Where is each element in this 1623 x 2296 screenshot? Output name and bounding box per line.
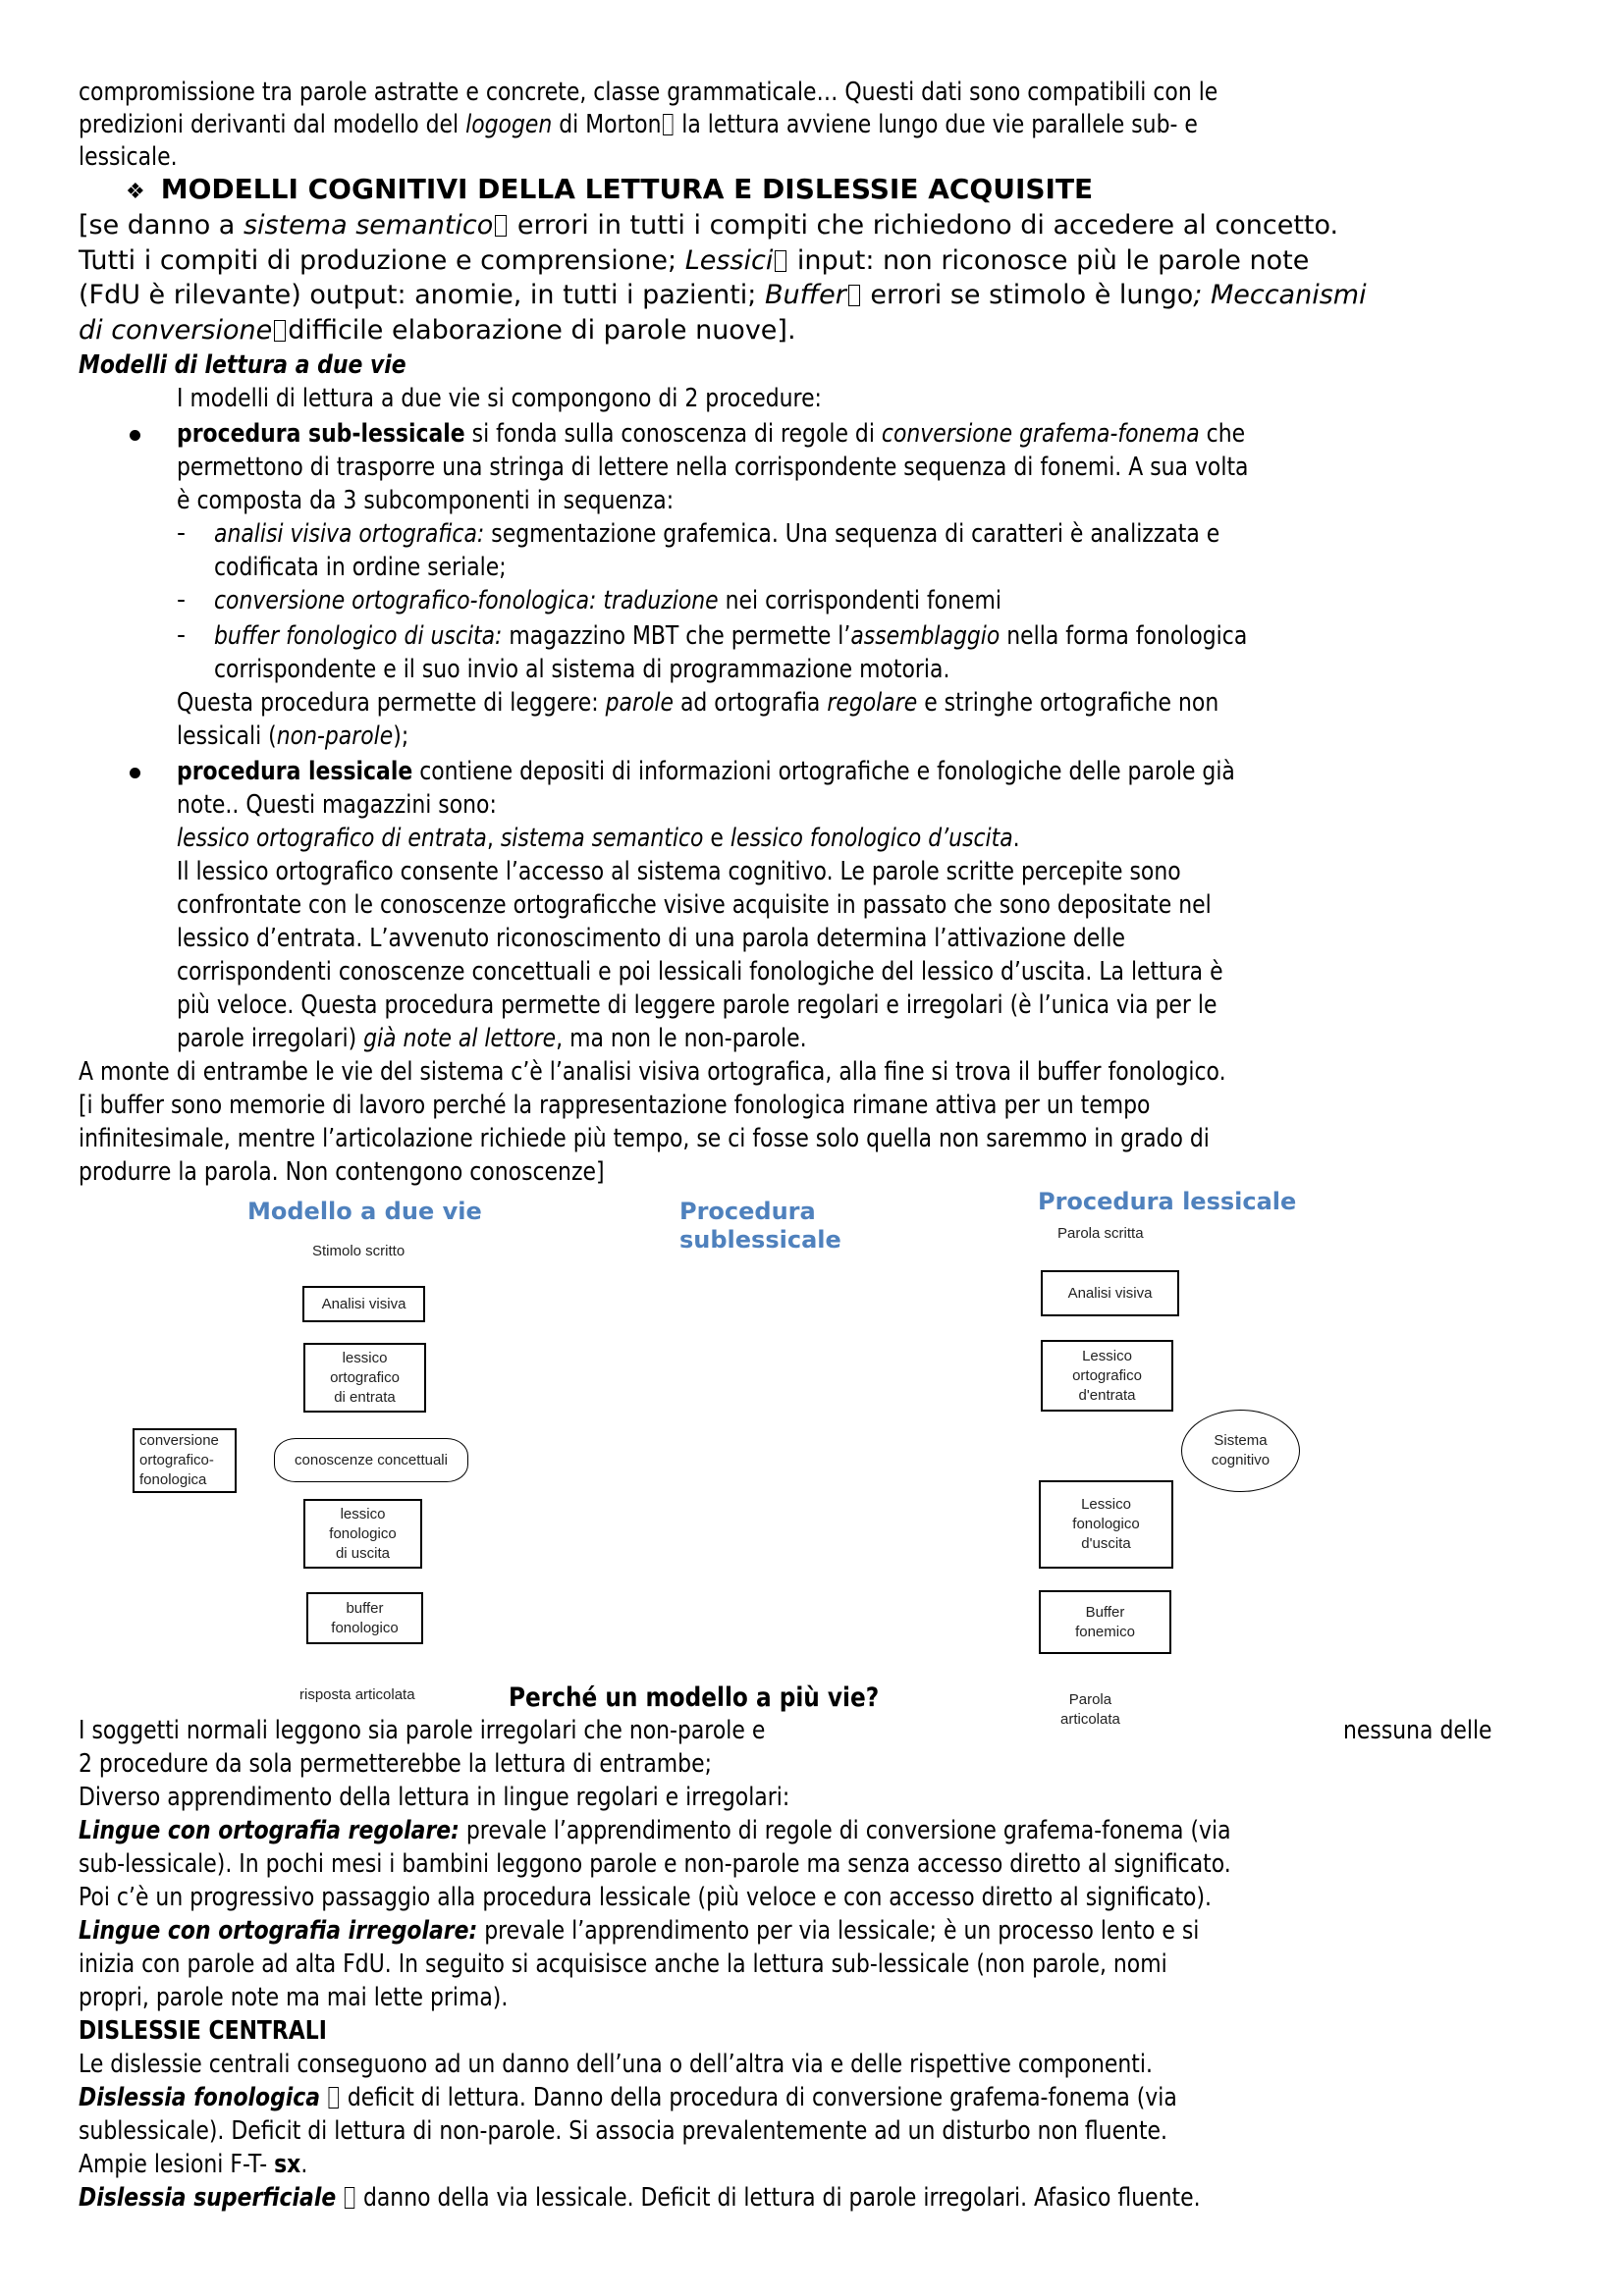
text: sistema semantico <box>243 210 494 240</box>
text: deficit di lettura. Danno della procedura di conversione grafema-fonema (via <box>340 2083 1177 2112</box>
box-conversione <box>133 1428 237 1493</box>
text: conversione ortografico-fonologica: <box>214 586 597 615</box>
text: nei corrispondenti fonemi <box>718 586 1001 615</box>
text: procedura lessicale <box>177 757 413 786</box>
text: Questa procedura permette di leggere: <box>177 688 606 718</box>
text: segmentazione grafemica. Una sequenza di caratteri è analizzata e <box>484 519 1220 549</box>
text: ortografico- <box>139 1452 214 1468</box>
text: Lingue con ortografia regolare: <box>79 1816 460 1845</box>
sub-procedure-line-2: permettono di trasporre una stringa di lettere nella corrispondente sequenza di fonemi. A sua volta <box>177 453 1249 482</box>
text: lessico <box>340 1505 386 1522</box>
dash-icon: - <box>177 620 187 649</box>
missing-glyph-icon <box>274 320 286 342</box>
box-text <box>1075 1603 1135 1642</box>
lex-procedure-line-8: più veloce. Questa procedura permette di leggere parole regolari e irregolari (è l’unica via per le <box>177 990 1217 1020</box>
text: Buffer <box>764 280 846 310</box>
component-1-line-1 <box>214 518 1219 551</box>
text: sistema semantico <box>500 824 704 853</box>
note-line-1 <box>79 209 1338 241</box>
text: fonologica <box>139 1471 207 1488</box>
box-lessico-fonologico <box>303 1499 422 1569</box>
text: regolare <box>827 688 918 718</box>
text: di entrata <box>334 1388 396 1406</box>
irregular-line-3: propri, parole note ma mai lette prima). <box>79 1983 509 2012</box>
box-text <box>1212 1431 1270 1470</box>
lex-procedure-line-6: lessico d’entrata. L’avvenuto riconoscimento di una parola determina l’attivazione delle <box>177 924 1125 953</box>
text: prevale l’apprendimento per via lessicale; è un processo lento e si <box>477 1916 1200 1946</box>
why-line-2: 2 procedure da sola permetterebbe la lettura di entrambe; <box>79 1749 712 1779</box>
text: Lessico <box>1082 1347 1132 1364</box>
fono-line-3 <box>79 2149 307 2181</box>
text: sx <box>274 2150 301 2179</box>
box-text <box>331 1599 398 1638</box>
diagram-right-title: Procedura lessicale <box>1038 1188 1297 1215</box>
text: Lessici <box>684 245 774 276</box>
text: input: non riconosce più le parole note <box>788 245 1310 276</box>
text: lessico <box>342 1349 388 1366</box>
irregular-line-2: inizia con parole ad alta FdU. In seguito si acquisisce anche la lettura sub-lessicale (non parole, nomi <box>79 1949 1167 1979</box>
note-line-2 <box>79 244 1309 277</box>
text: lessicali ( <box>177 721 277 751</box>
subsection-title: Modelli di lettura a due vie <box>79 350 406 380</box>
text: cognitivo <box>1211 1452 1271 1468</box>
text: d'entrata <box>1078 1386 1136 1404</box>
box-text <box>329 1505 396 1564</box>
sub-procedure-line-1 <box>177 418 1245 451</box>
text: Analisi visiva <box>1067 1284 1153 1302</box>
text: fonemico <box>1075 1623 1135 1640</box>
text: fonologico <box>1072 1516 1140 1532</box>
text: , ma non le non-parole. <box>556 1024 807 1053</box>
component-3-line-1 <box>214 620 1247 653</box>
buffer-note-line-3: produrre la parola. Non contengono conoscenze] <box>79 1157 605 1187</box>
box-right-lessico-fonologico <box>1039 1480 1173 1569</box>
box-text <box>1072 1347 1142 1406</box>
box-lessico-ortografico <box>303 1343 426 1413</box>
component-3-line-2: corrispondente e il suo invio al sistema di programmazione motoria. <box>214 655 950 684</box>
missing-glyph-icon <box>848 285 860 306</box>
intro-line-2 <box>79 109 1198 141</box>
box-buffer-fonemico <box>1039 1590 1171 1654</box>
text: logogen <box>465 110 553 139</box>
diagram-output-label: risposta articolata <box>299 1686 415 1703</box>
upstream-note: A monte di entrambe le vie del sistema c’è l’analisi visiva ortografica, alla fine si trova il buffer fonologico. <box>79 1057 1226 1087</box>
component-2-line-1 <box>214 585 1001 617</box>
text: procedura sub-lessicale <box>177 419 465 449</box>
section-heading <box>126 173 1093 208</box>
text: assemblaggio <box>850 621 1001 651</box>
text <box>596 586 603 615</box>
why-line-1b: nessuna delle <box>1343 1716 1492 1745</box>
superficial-line-1 <box>79 2182 1201 2215</box>
text: e stringhe ortografiche non <box>917 688 1219 718</box>
text: buffer fonologico di uscita: <box>214 621 503 651</box>
text: Procedura <box>679 1198 816 1225</box>
text: e <box>703 824 730 853</box>
text: di conversione <box>79 315 273 346</box>
text: la lettura avviene lungo due vie parallele sub- e <box>675 110 1198 139</box>
text: conversione grafema-fonema <box>881 419 1200 449</box>
text: di Morton <box>552 110 662 139</box>
regular-line-1 <box>79 1815 1231 1847</box>
box-text <box>330 1349 400 1408</box>
missing-glyph-icon <box>495 215 507 237</box>
diagram-right-input-label: Parola scritta <box>1057 1225 1144 1242</box>
text: conoscenze concettuali <box>295 1451 448 1468</box>
dash-icon: - <box>177 518 187 547</box>
fono-line-2: sublessicale). Deficit di lettura di non-parole. Si associa prevalentemente ad un disturbo non fluente. <box>79 2116 1168 2146</box>
text: buffer <box>346 1599 384 1617</box>
lex-procedure-line-3 <box>177 823 1020 855</box>
text: conversione <box>139 1432 219 1449</box>
irregular-line-1 <box>79 1915 1199 1948</box>
sub-procedure-line-3: è composta da 3 subcomponenti in sequenza: <box>177 486 675 515</box>
box-text <box>139 1431 219 1490</box>
diagram-middle-title <box>679 1198 841 1255</box>
text: lessico ortografico di entrata <box>177 824 487 853</box>
lex-procedure-line-2: note.. Questi magazzini sono: <box>177 790 497 820</box>
diagram-input-label: Stimolo scritto <box>312 1243 406 1259</box>
lex-procedure-line-7: corrispondenti conoscenze concettuali e poi lessicali fonologiche del lessico d’uscita. La lettura è <box>177 957 1223 987</box>
text: nella forma fonologica <box>1000 621 1248 651</box>
text: Buffer <box>1085 1603 1125 1621</box>
box-right-analisi-visiva <box>1041 1270 1179 1316</box>
central-title: DISLESSIE CENTRALI <box>79 2016 327 2046</box>
missing-glyph-icon <box>775 250 786 272</box>
text: si fonda sulla conoscenza di regole di <box>464 419 882 449</box>
box-analisi-visiva <box>302 1286 425 1322</box>
text: errori in tutti i compiti che richiedono di accedere al concetto. <box>509 210 1339 240</box>
sub-summary-line-1 <box>177 687 1218 720</box>
text: parole irregolari) <box>177 1024 364 1053</box>
text: Lessico <box>1081 1496 1131 1513</box>
intro-line-1 <box>79 77 1217 109</box>
component-1-line-2: codificata in ordine seriale; <box>214 553 507 582</box>
subsection-intro: I modelli di lettura a due vie si compongono di 2 procedure: <box>177 384 822 413</box>
text: prevale l’apprendimento di regole di conversione grafema-fonema (via <box>459 1816 1231 1845</box>
bullet-icon <box>130 430 140 441</box>
text: Sistema <box>1214 1432 1268 1449</box>
text: ; Meccanismi <box>1193 280 1367 310</box>
text: danno della via lessicale. Deficit di lettura di parole irregolari. Afasico fluente. <box>355 2183 1201 2213</box>
text: errori se stimolo è lungo <box>861 280 1194 310</box>
text: magazzino MBT che permette l’ <box>502 621 851 651</box>
text: ortografico <box>330 1368 400 1386</box>
central-intro: Le dislessie centrali conseguono ad un danno dell’una o dell’altra via e delle rispettive componenti. <box>79 2050 1153 2079</box>
lex-procedure-line-9 <box>177 1023 807 1055</box>
missing-glyph-icon <box>663 114 673 135</box>
text: , <box>486 824 501 853</box>
text: di uscita <box>335 1544 390 1562</box>
diamond-bullet-icon: ❖ <box>126 180 145 204</box>
intro-line-3 <box>79 141 178 174</box>
text: contiene depositi di informazioni ortografiche e fonologiche delle parole già <box>412 757 1235 786</box>
buffer-note-line-2: infinitesimale, mentre l’articolazione richiede più tempo, se ci fosse solo quella non saremmo in grado di <box>79 1124 1210 1153</box>
text: già note al lettore <box>363 1024 557 1053</box>
regular-line-3: Poi c’è un progressivo passaggio alla procedura lessicale (più veloce e con accesso diretto al significato). <box>79 1883 1213 1912</box>
text: d'uscita <box>1081 1535 1131 1552</box>
text: Tutti i compiti di produzione e comprensione; <box>79 245 685 276</box>
text: non-parole <box>276 721 394 751</box>
text: fonologico <box>331 1619 399 1636</box>
lex-procedure-line-1 <box>177 756 1235 788</box>
why-line-3: Diverso apprendimento della lettura in lingue regolari e irregolari: <box>79 1783 790 1812</box>
text: . <box>300 2150 308 2179</box>
note-line-4 <box>79 314 796 347</box>
box-text <box>1072 1495 1139 1554</box>
text: traduzione <box>603 586 719 615</box>
missing-glyph-icon <box>329 2087 339 2109</box>
box-buffer-fonologico <box>306 1592 423 1644</box>
text: Analisi visiva <box>321 1295 406 1312</box>
diagram-right-output-label <box>1060 1690 1120 1730</box>
text: articolata <box>1060 1711 1120 1728</box>
fono-line-1 <box>79 2082 1177 2114</box>
text: ortografico <box>1072 1366 1142 1384</box>
text: Dislessia fonologica <box>79 2083 321 2112</box>
text: ad ortografia <box>673 688 828 718</box>
diagram-left-title: Modello a due vie <box>247 1198 482 1225</box>
text: . <box>1012 824 1020 853</box>
lex-procedure-line-4: Il lessico ortografico consente l’accesso al sistema cognitivo. Le parole scritte percepite sono <box>177 857 1181 886</box>
buffer-note-line-1: [i buffer sono memorie di lavoro perché la rappresentazione fonologica rimane attiva per un tempo <box>79 1091 1151 1120</box>
lex-procedure-line-5: confrontate con le conoscenze ortograficche visive acquisite in passato che sono depositate nel <box>177 890 1212 920</box>
text: [se danno a <box>79 210 243 240</box>
text: compromissione tra parole astratte e concrete, classe grammaticale… Questi dati sono compatibili con le <box>79 78 1218 107</box>
regular-line-2: sub-lessicale). In pochi mesi i bambini leggono parole e non-parole ma senza accesso diretto al significato. <box>79 1849 1231 1879</box>
text: lessico fonologico d’uscita <box>730 824 1013 853</box>
text: difficile elaborazione di parole nuove]. <box>288 315 796 346</box>
bullet-icon <box>130 768 140 778</box>
text: (FdU è rilevante) output: anomie, in tutti i pazienti; <box>79 280 765 310</box>
text: Dislessia superficiale <box>79 2183 337 2213</box>
text: predizioni derivanti dal modello del <box>79 110 466 139</box>
box-conoscenze-concettuali <box>274 1438 468 1482</box>
why-multi-title: Perché un modello a più vie? <box>509 1682 880 1713</box>
heading-text: MODELLI COGNITIVI DELLA LETTURA E DISLESSIE ACQUISITE <box>160 173 1094 205</box>
text: parole <box>605 688 674 718</box>
dash-icon: - <box>177 585 187 614</box>
missing-glyph-icon <box>345 2187 354 2209</box>
text: Lingue con ortografia irregolare: <box>79 1916 478 1946</box>
text: Parola <box>1068 1691 1112 1708</box>
text: lessicale. <box>79 142 178 172</box>
box-right-lessico-ortografico <box>1041 1340 1173 1412</box>
text: fonologico <box>329 1524 397 1542</box>
sub-summary-line-2 <box>177 721 408 753</box>
note-line-3 <box>79 279 1367 311</box>
text: analisi visiva ortografica: <box>214 519 485 549</box>
ellipse-sistema-cognitivo <box>1181 1410 1300 1492</box>
why-line-1a: I soggetti normali leggono sia parole irregolari che non-parole e <box>79 1716 766 1745</box>
text: sublessicale <box>679 1226 841 1254</box>
text: ); <box>393 721 409 751</box>
text: che <box>1199 419 1246 449</box>
text: Ampie lesioni F-T- <box>79 2150 275 2179</box>
